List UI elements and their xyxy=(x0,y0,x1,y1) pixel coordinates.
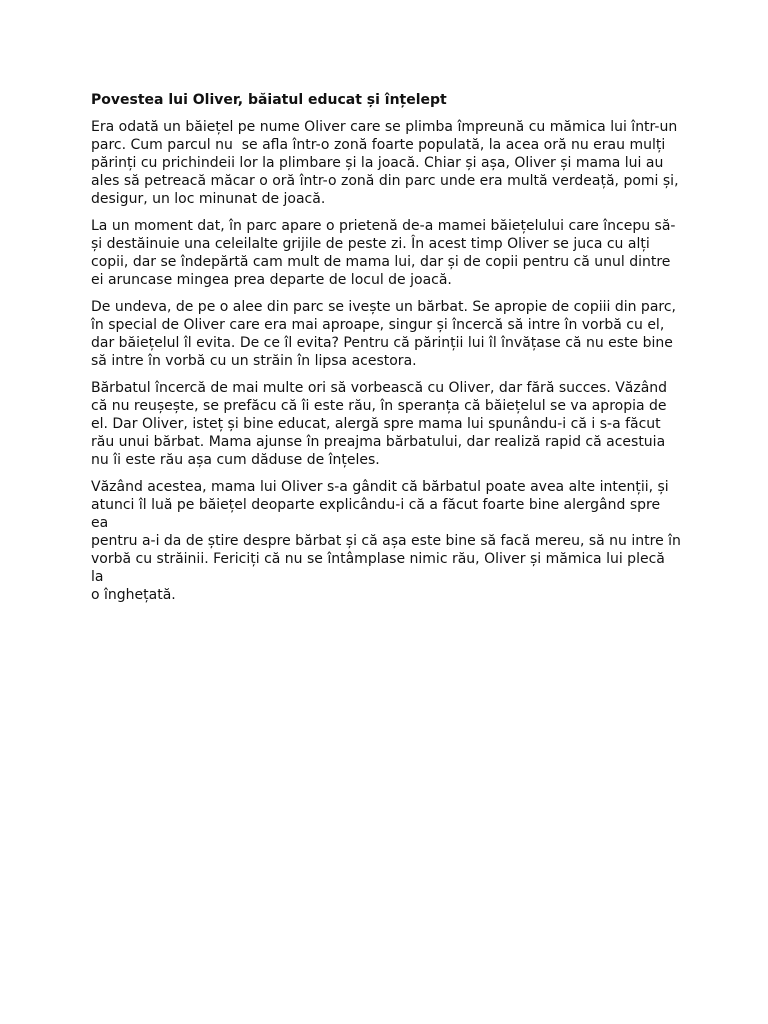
line: desigur, un loc minunat de joacă. xyxy=(91,191,326,207)
line: pentru a-i da de știre despre bărbat și că așa este bine să facă mereu, să nu intre în xyxy=(91,533,681,549)
line: Era odată un băiețel pe nume Oliver care se plimba împreună cu mămica lui într-un xyxy=(91,119,678,135)
line: De undeva, de pe o alee din parc se ivește un bărbat. Se apropie de copiii din parc, xyxy=(91,299,676,315)
line: Bărbatul încercă de mai multe ori să vorbească cu Oliver, dar fără succes. Văzând xyxy=(91,380,668,396)
line: în special de Oliver care era mai aproape, singur și încercă să intre în vorbă cu el, xyxy=(91,317,665,333)
line: rău unui bărbat. Mama ajunse în preajma bărbatului, dar realiză rapid că acestuia xyxy=(91,434,666,450)
line: să intre în vorbă cu un străin în lipsa acestora. xyxy=(91,353,417,369)
line: Văzând acestea, mama lui Oliver s-a gândit că bărbatul poate avea alte intenții, și xyxy=(91,479,669,495)
paragraph-1 xyxy=(91,118,681,208)
line: dar băiețelul îl evita. De ce îl evita? Pentru că părinții lui îl învățase că nu este bine xyxy=(91,335,673,351)
line: copii, dar se îndepărtă cam mult de mama lui, dar și de copii pentru că unul dintre xyxy=(91,254,671,270)
paragraph-4 xyxy=(91,379,681,469)
line: La un moment dat, în parc apare o prietenă de-a mamei băiețelului care începu să- xyxy=(91,218,676,234)
paragraph-5 xyxy=(91,478,681,604)
line: atunci îl luă pe băiețel deoparte explicându-i că a făcut foarte bine alergând spre ea xyxy=(91,497,661,531)
line: nu îi este rău așa cum dăduse de înțeles. xyxy=(91,452,380,468)
line: el. Dar Oliver, isteț și bine educat, alergă spre mama lui spunându-i că i s-a făcut xyxy=(91,416,661,432)
document-title: Povestea lui Oliver, băiatul educat și înțelept xyxy=(91,92,447,108)
line: părinți cu prichindeii lor la plimbare și la joacă. Chiar și așa, Oliver și mama lui au xyxy=(91,155,664,171)
line: o înghețată. xyxy=(91,587,176,603)
paragraph-3 xyxy=(91,298,681,370)
line: parc. Cum parcul nu se afla într-o zonă foarte populată, la acea oră nu erau mulți xyxy=(91,137,666,153)
line: vorbă cu străinii. Fericiți că nu se întâmplase nimic rău, Oliver și mămica lui plecă la xyxy=(91,551,665,585)
line: ei aruncase mingea prea departe de locul de joacă. xyxy=(91,272,452,288)
line: că nu reușește, se prefăcu că îi este rău, în speranța că băiețelul se va apropia de xyxy=(91,398,667,414)
paragraph-2 xyxy=(91,217,681,289)
line: și destăinuie una celeilalte grijile de peste zi. În acest timp Oliver se juca cu alți xyxy=(91,236,650,252)
line: ales să petreacă măcar o oră într-o zonă din parc unde era multă verdeață, pomi și, xyxy=(91,173,679,189)
document-page xyxy=(91,90,681,613)
